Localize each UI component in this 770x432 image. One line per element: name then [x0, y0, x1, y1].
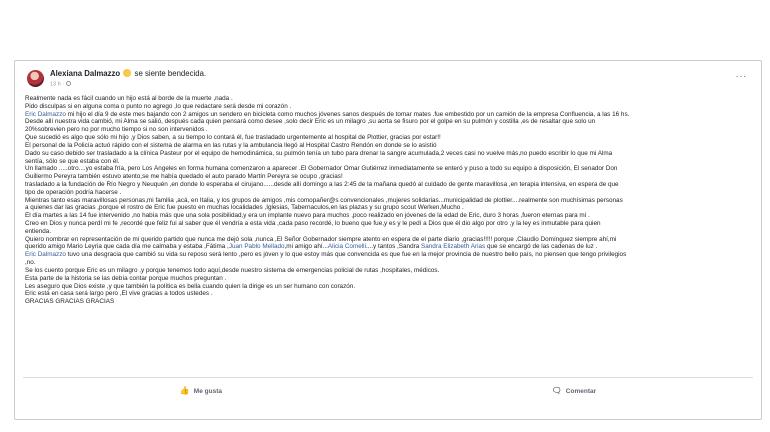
- post-text: 20%sobrevien pero no por mucho tiempo si no son intervenidos .: [25, 126, 208, 134]
- post-text-line: [25, 134, 753, 142]
- post-text: Creo en Dios y nunca perdí mi fe ,recordé que feliz fui al saber que él vendría a esta vida ,cada paso recordé, lo bueno que fue,y es y le pedí a Dios que él dio algo por otro ,y la ley es inmutable para quien: [25, 220, 601, 227]
- post-text: Eric está en casa será largo pero ,Él vive gracias a todos ustedes .: [25, 290, 213, 298]
- post-text-line: [25, 251, 753, 259]
- post-text-line: [25, 165, 753, 173]
- post-text-line: [25, 236, 753, 244]
- post-text: ,no.: [25, 259, 36, 267]
- post-card: [14, 60, 762, 420]
- post-text: tipo de operación podría hacerse .: [25, 188, 122, 196]
- post-meta: [50, 69, 206, 88]
- profile-link[interactable]: Sandra Elizabeth Arias: [421, 243, 486, 251]
- post-text-line: [25, 158, 753, 166]
- post-text-line: [25, 243, 753, 251]
- post-text-line: [25, 181, 753, 189]
- post-text-line: [25, 204, 753, 212]
- post-text-line: [25, 118, 753, 126]
- post-text: entienda.: [25, 227, 52, 235]
- actions-divider: [23, 377, 753, 378]
- profile-link[interactable]: Juan Pablo Mellado: [228, 243, 285, 251]
- post-text-line: [25, 189, 753, 197]
- post-text: ....y tantos ,Sandra: [366, 243, 422, 251]
- post-text-line: [25, 228, 753, 236]
- post-text: Desde allí nuestra vida cambió, mi Alma se salió, después cada quien pensará como desee ,solo decir Eric es un milagro ,su aorta se fisuro por el golpe en su pulmón y costilla ,es de resaltar que solo un: [25, 118, 596, 126]
- like-button[interactable]: [180, 384, 222, 398]
- profile-link[interactable]: Alicia Comelli: [327, 243, 366, 251]
- post-text: Mientras tanto esas maravillosas personas,mi familia ,acá, en Italia, y los grupos de amigos ,mis comopañer@s convencionales ,mujeres solidarias...municipalidad de plottier....realmente son muchísimas personas: [25, 196, 623, 204]
- thumbs-up-icon: 👍: [179, 386, 190, 395]
- author-name[interactable]: Alexiana Dalmazzo: [50, 69, 121, 78]
- post-text-line: [25, 212, 753, 220]
- post-text-line: [25, 220, 753, 228]
- post-text: El día martes a las 14 fue intervenido ,no había más que una sola posibilidad,y era un implante nuevo para muchos ,poco realizado en jóvenes de la edad de Eric, duro 3 horas ,fueron eternas para mí .: [25, 212, 590, 220]
- author-row: [50, 69, 206, 78]
- post-subline: [50, 81, 206, 88]
- post-text-line: [25, 173, 753, 181]
- post-text-line: [25, 142, 753, 150]
- post-text: Realmente nada es fácil cuando un hijo está al borde de la muerte ,nada .: [25, 95, 233, 102]
- post-text: Quiero nombrar en representación de mi querido partido que nunca me dejó sola ,nunca ,El Señor Gobernador siempre atento en espera de el parte diario ,gracias!!!!! porque ,Claudio Domínguez siempre ahí,mi: [25, 235, 617, 243]
- post-text-line: [25, 150, 753, 158]
- avatar[interactable]: [27, 70, 44, 87]
- post-actions: [15, 384, 761, 398]
- post-text-line: [25, 298, 753, 306]
- post-text: GRACIAS GRACIAS GRACIAS: [25, 298, 115, 306]
- profile-link[interactable]: Eric Dalmazzo: [25, 251, 66, 259]
- post-body: [25, 95, 753, 306]
- feeling-text: se siente bendecida.: [134, 69, 207, 78]
- like-label: Me gusta: [193, 387, 222, 395]
- post-text: Esta parte de la historia se las debía contar porque muchos preguntan .: [25, 274, 227, 282]
- comment-icon: 🗨: [551, 386, 562, 395]
- post-text: Guillermo Pereyra también estuvo atento,se me había quedado el auto parado Martín Pereyra se ocupo ,gracias!: [25, 173, 343, 181]
- smiling-face-icon: [123, 69, 131, 77]
- post-text: que se encargó de las cadenas de luz .: [485, 243, 598, 251]
- post-text: Les aseguro que Dios existe ,y que también la política es bella cuando quien la dirige es un ser humano con corazón.: [25, 282, 356, 290]
- post-text-line: [25, 197, 753, 205]
- post-text: tuvo una desgracia que cambió su vida su reposo será lento ,pero es jóven y lo que estoy más que convencida es que fue en la mejor provincia de nuestro bello país, no piensen que tengo privilegios: [65, 251, 627, 259]
- post-text-line: [25, 290, 753, 298]
- post-text-line: [25, 267, 753, 275]
- profile-link[interactable]: Eric Dalmazzo: [25, 110, 66, 118]
- post-text: ,mi amigo ahí...: [284, 243, 328, 251]
- post-text-line: [25, 111, 753, 119]
- post-text-line: [25, 103, 753, 111]
- more-options-icon[interactable]: ···: [735, 71, 747, 82]
- post-text: Que sucedió es algo que sólo mi hijo ,y Dios saben, a su tiempo lo contará él, fue trasladado urgentemente al hospital de Plottier, gracias por estar!!: [25, 134, 441, 142]
- post-text-line: [25, 95, 753, 103]
- post-text: El personal de la Policía actuó rápido con el sistema de alarma en las rutas y la ambulancia llegó al Hospital Castro Rendón en donde se lo asistió: [25, 141, 437, 149]
- post-text: Dado su caso debido ser trasladado a la clínica Pasteur por el equipo de hemodinámica, su pulmón tenía un tubo para drenar la sangre acumulada,2 veces casi no vuelve más,no puedo escribir lo que mi Alma: [25, 149, 613, 157]
- post-text: sentía, sólo se que estaba con él.: [25, 157, 120, 165]
- post-text: Pido disculpas si en alguna coma o punto no agrego ,lo que redactare será desde mi corazón .: [25, 102, 292, 110]
- separator: ·: [62, 81, 65, 88]
- post-text: Se los cuento porque Eric es un milagro ,y porque tenemos todo aquí,desde nuestro sistema de emergencias policial de rutas ,hospitales, médicos.: [25, 266, 440, 274]
- post-text: a quienes dar las gracias ,porque el rostro de Eric fue puesto en muchas localidades ,Iglesias, Tabernaculos,en las plazas y su grupo scout Werken,Mucho .: [25, 204, 464, 212]
- post-text-line: [25, 283, 753, 291]
- post-text-line: [25, 126, 753, 134]
- post-text-line: [25, 259, 753, 267]
- post-text: mi hijo el día 9 de este mes bajando con 2 amigos un sendero en bicicleta como muchos jóvenes sanos después de tomar mates .fue embestido por un camión de la empresa Confluencia, a las 16 hs.: [65, 110, 630, 118]
- comment-label: Comentar: [565, 387, 597, 395]
- post-header: [27, 69, 206, 93]
- post-text: trasladado a la fundación de Río Negro y Neuquén ,en donde lo esperaba el cirujano......desde allí domingo a las 2:45 de la mañana quedó al cuidado de gente maravillosa ,en terapia intensiva, en espera de que: [25, 180, 619, 188]
- post-text: Un llamado .....otro....yo estaba fría, pero Los Ángeles en forma humana comenzaron a aparecer .El Gobernador Omar Gutiérrez inmediatamente se enteró y puso a todo su equipo a disposición, El senador Don: [25, 165, 618, 173]
- post-timestamp[interactable]: 13 h: [50, 81, 61, 88]
- globe-icon: [66, 81, 71, 86]
- comment-button[interactable]: [552, 384, 597, 398]
- post-text-line: [25, 275, 753, 283]
- post-text: querido amigo Mario Leyria que cada día me calmaba y estaba ,Fátima ,: [25, 243, 229, 251]
